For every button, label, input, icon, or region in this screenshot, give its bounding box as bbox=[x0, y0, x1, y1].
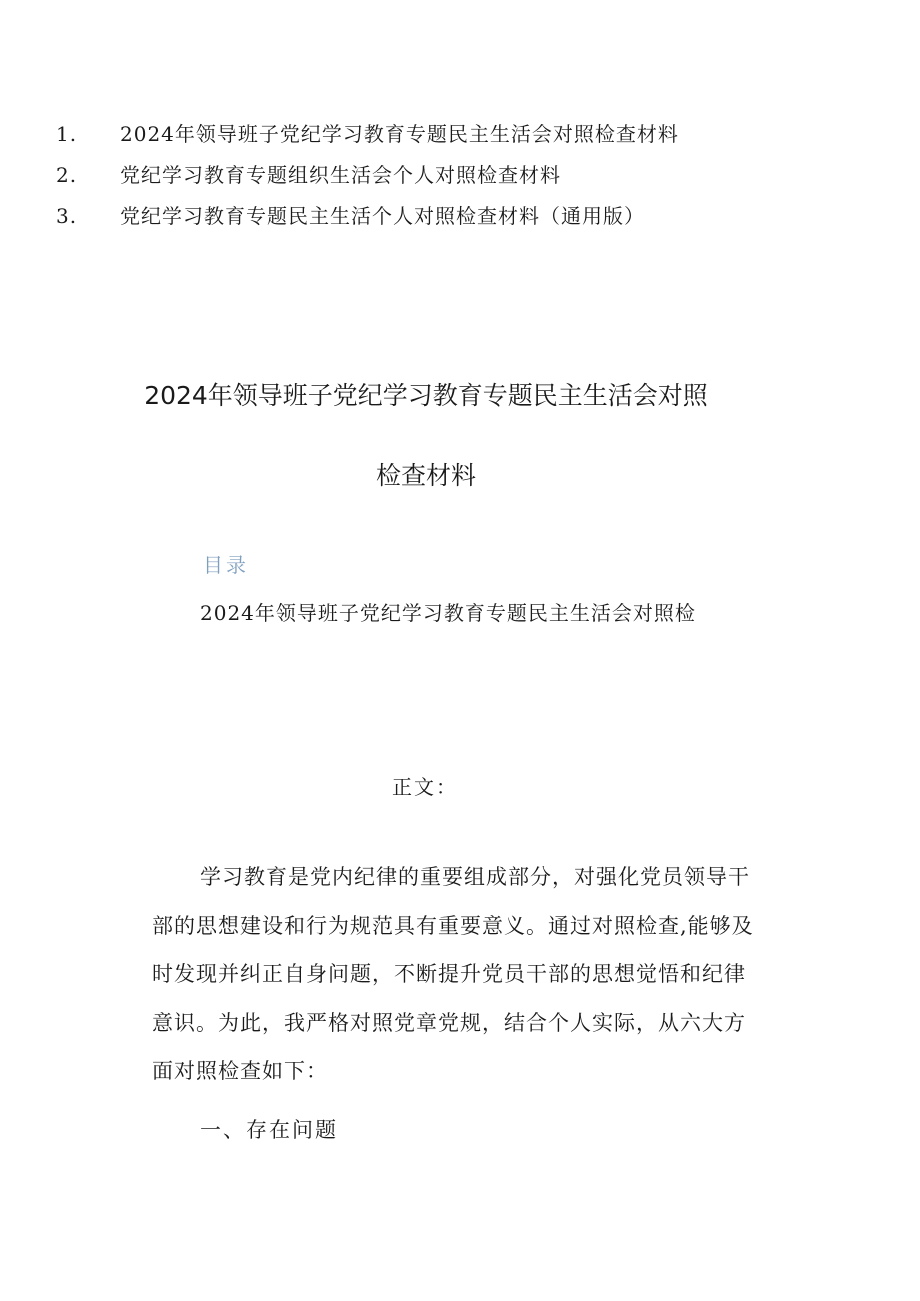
list-item bbox=[56, 159, 876, 200]
document-title-line-1: 2024年领导班子党纪学习教育专题民主生活会对照 bbox=[144, 381, 708, 410]
list-item-number: 1. bbox=[56, 122, 78, 146]
section-heading: 一、存在问题 bbox=[200, 1118, 338, 1142]
paragraph-line: 部的思想建设和行为规范具有重要意义。通过对照检查,能够及 bbox=[152, 913, 754, 938]
paragraph-line: 意识。为此，我严格对照党章党规，结合个人实际，从六大方 bbox=[152, 1010, 746, 1035]
toc-heading: 目录 bbox=[203, 553, 249, 577]
list-item-title: 党纪学习教育专题民主生活个人对照检查材料（通用版） bbox=[120, 204, 645, 228]
list-item-number: 3. bbox=[56, 204, 78, 228]
list-item bbox=[56, 200, 876, 241]
list-item-number: 2. bbox=[56, 163, 78, 187]
body-paragraph bbox=[152, 853, 792, 1096]
paragraph-line: 学习教育是党内纪律的重要组成部分，对强化党员领导干 bbox=[200, 865, 750, 889]
document-list bbox=[56, 118, 876, 241]
paragraph-line: 面对照检查如下： bbox=[152, 1059, 328, 1083]
toc-entry: 2024年领导班子党纪学习教育专题民主生活会对照检 bbox=[200, 601, 696, 625]
list-item-title: 2024年领导班子党纪学习教育专题民主生活会对照检查材料 bbox=[120, 122, 679, 146]
list-item-title: 党纪学习教育专题组织生活会个人对照检查材料 bbox=[120, 163, 561, 187]
list-item bbox=[56, 118, 876, 159]
paragraph-line: 时发现并纠正自身问题，不断提升党员干部的思想觉悟和纪律 bbox=[152, 962, 746, 986]
body-label: 正文： bbox=[392, 775, 458, 799]
document-title-line-2: 检查材料 bbox=[375, 461, 476, 490]
